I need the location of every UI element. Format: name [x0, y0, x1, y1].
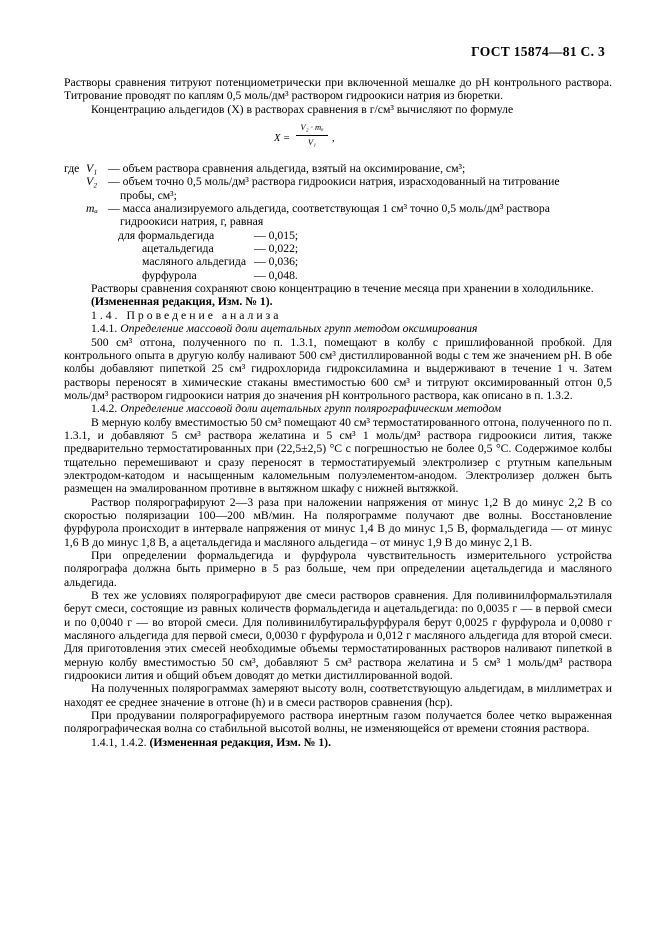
paragraph: В тех же условиях полярографируют две смеси растворов сравнения. Для поливинилформальэтилаля берут смеси, состоящие из равных количеств формальдегида и ацетальдегида: по 0,0035 г — в первой смеси и по 0,0040 г — во второй смеси. Для поливинилбутиральфурфураля берут 0,0025 г фурфурола и 0,0080 г масляного альдегида для первой смеси, 0,0030 г фурфурола и 0,012 г масляного альдегида для второй смеси. Для приготовления этих смесей необходимые объемы термостатированных растворов наливают пипеткой в мерную колбу вместимостью 50 см³, добавляют 5 см³ раствора желатина и 5 см³ 1 моль/дм³ раствора гидроокиси лития и общий объем доводят до метки дистиллированной водой.	[64, 589, 612, 683]
formula-denominator: V₁	[307, 137, 317, 148]
formula-fraction	[296, 121, 328, 150]
paragraph: 500 см³ отгона, полученного по п. 1.3.1, помещают в колбу с пришлифованной пробкой. Для контрольного опыта в другую колбу наливают 500 см³ дистиллированной воды с тем же значением pH. В обе колбы добавляют пипеткой 25 см³ гидрохлорида гидроксиламина и выдерживают в течение 1 ч. Затем растворы переносят в химические стаканы вместимостью 600 см³ и титруют оксимированный отгон 0,5 моль/дм³ раствором гидроокиси натрия до значения pH контрольного раствора, как описано в п. 1.3.2.	[64, 335, 612, 402]
definition-v2	[64, 175, 612, 188]
value-row: фурфурола — 0,048.	[142, 268, 298, 282]
paragraph: Раствор полярографируют 2—3 раза при наложении напряжения от минус 1,2 В до минус 2,2 В со скоростью поляризации 100—200 мВ/мин. На полярограмме получают две волны. Восстановление фурфурола происходит в интервале напряжения от минус 1,4 В до минус 1,5 В, формальдегида — от минус 1,6 В до минус 1,8 В, а ацетальдегида и масляного альдегида – от минус 1,9 В до минус 2,1 В.	[64, 495, 612, 549]
paragraph: Растворы сравнения сохраняют свою концентрацию в течение месяца при хранении в холодильнике.	[91, 282, 594, 296]
formula-numerator: V₂ · mₐ	[296, 121, 328, 136]
definitions-list	[64, 162, 612, 282]
definition-v1	[64, 162, 612, 175]
definition-continuation: пробы, см³;	[120, 188, 177, 202]
definition-text: — объем точно 0,5 моль/дм³ раствора гидроокиси натрия, израсходованный на титрование	[108, 175, 560, 189]
definition-continuation: гидроокиси натрия, г, равная	[120, 215, 264, 229]
paragraph: При продувании полярографируемого раствора инертным газом получается более четко выраженная полярографическая волна со стабильной высотой волны, не изменяющейся от времени стояния раствора.	[64, 709, 612, 736]
formula-lhs: X =	[274, 133, 291, 145]
definition-lead: где	[64, 162, 80, 176]
subsection-heading: 1.4.1. Определение массовой доли ацетальных групп методом оксимирования	[91, 322, 478, 336]
subsection-heading: 1.4.2. Определение массовой доли ацетальных групп полярографическим методом	[91, 402, 502, 416]
value-row: масляного альдегида — 0,036;	[142, 255, 299, 269]
values-list	[64, 229, 612, 282]
paragraph: При определении формальдегида и фурфурола чувствительность измерительного устройства полярографа должна быть примерно в 5 раз больше, чем при определении ацетальдегида и масляного альдегида.	[64, 549, 612, 589]
page-header: ГОСТ 15874—81 С. 3	[471, 44, 605, 59]
symbol: mₐ	[86, 202, 98, 216]
definition-text: — масса анализируемого альдегида, соответствующая 1 см³ точно 0,5 моль/дм³ раствора	[108, 202, 550, 216]
formula-comma: ,	[332, 133, 335, 145]
document-body	[64, 76, 612, 749]
symbol: V₁	[86, 162, 98, 176]
paragraph: В мерную колбу вместимостью 50 см³ помещают 40 см³ термостатированного отгона, полученного по п. 1.3.1, и добавляют 5 см³ раствора желатина и 5 см³ 1 моль/дм³ раствора гидроокиси лития, также предварительно термостатированных при (22,5±2,5) °С с погрешностью не более 0,5 °С. Содержимое колбы тщательно перемешивают и сразу переносят в термостатируемый электролизер с ртутным капельным электродом-катодом и насыщенным каломельным полуэлементом-анодом. Электролизер должен быть размещен на эмалированном противне в вытяжном шкафу с нижней вытяжкой.	[64, 415, 612, 496]
amendment-note: (Измененная редакция, Изм. № 1).	[91, 295, 273, 309]
definition-text: — объем раствора сравнения альдегида, взятый на оксимирование, см³;	[108, 162, 466, 176]
value-row: ацетальдегида — 0,022;	[142, 242, 299, 256]
paragraph: На полученных полярограммах замеряют высоту волн, соответствующую альдегидам, в миллиметрах и находят ее среднее значение в отгоне (h) и в смеси растворов сравнения (hср).	[64, 682, 612, 709]
formula	[64, 116, 612, 160]
paragraph: Растворы сравнения титруют потенциометрически при включенной мешалке до pH контрольного раствора. Титрование проводят по каплям 0,5 моль/дм³ раствором гидроокиси натрия из бюретки.	[64, 76, 612, 103]
definition-ma	[64, 202, 612, 215]
section-heading: 1.4. Проведение анализа	[91, 308, 282, 322]
symbol: V₂	[86, 175, 98, 189]
amendment-note: 1.4.1, 1.4.2. (Измененная редакция, Изм. № 1).	[91, 735, 331, 749]
value-row: для формальдегида — 0,015;	[118, 228, 299, 242]
paragraph: Концентрацию альдегидов (X) в растворах сравнения в г/см³ вычисляют по формуле	[91, 102, 514, 116]
